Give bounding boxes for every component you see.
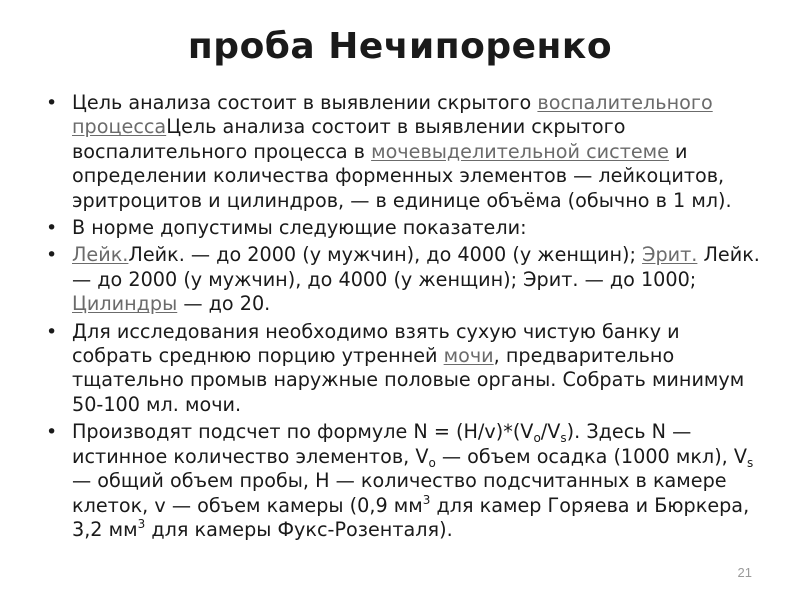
list-item (46, 420, 766, 542)
list-item (46, 320, 766, 418)
subscript: o (533, 431, 541, 446)
item-text: Цель анализа состоит в выявлении скрытого (72, 91, 538, 114)
link-inflammatory-process[interactable]: воспалительного процесса (72, 91, 713, 139)
subscript: s (747, 455, 754, 470)
bullet-icon: • (46, 244, 58, 267)
item-text: ). Здесь N — истинное количество элементов, V (72, 420, 692, 468)
item-text: Лейк. — до 2000 (у мужчин), до 4000 (у женщин); (128, 243, 643, 267)
bullet-icon: • (46, 421, 58, 444)
item-text: Производят подсчет по формуле N = (H/v)*(V (72, 420, 534, 444)
link-cylinders[interactable]: Цилиндры (72, 292, 178, 316)
superscript: 3 (422, 492, 431, 507)
link-leukocytes[interactable]: Лейк. (72, 243, 129, 267)
item-text: — общий объем пробы, H — количество подсчитанных в камере клеток, v — объем камеры (0,9 мм (72, 469, 727, 517)
slide-title: проба Нечипоренко (187, 26, 613, 67)
list-item (46, 243, 766, 316)
bullet-icon: • (46, 92, 58, 114)
item-text: для камер Горяева и Бюркера, 3,2 мм (72, 493, 750, 541)
superscript: 3 (137, 516, 146, 531)
item-text: для камеры Фукс-Розенталя). (145, 517, 453, 541)
list-item (46, 91, 766, 213)
item-text: Цель анализа состоит в выявлении скрытого воспалительного процесса в (72, 115, 626, 163)
bullet-icon: • (46, 320, 58, 343)
item-text: /V (540, 420, 561, 444)
page-number: 21 (737, 565, 752, 580)
item-text: и определении количества форменных элементов — лейкоцитов, эритроцитов и цилиндров, — в единице объёма (обычно в 1 мл). (72, 139, 732, 212)
item-text: Лейк. — до 2000 (у мужчин), до 4000 (у женщин); Эрит. — до 1000; (72, 243, 760, 291)
link-urinary-system[interactable]: мочевыделительной системе (371, 139, 669, 163)
slide-content (46, 91, 766, 545)
item-text: — объем осадка (1000 мкл), V (435, 444, 748, 468)
item-text: В норме допустимы следующие показатели: (72, 216, 527, 240)
link-urine[interactable]: мочи (443, 344, 494, 368)
item-text: Для исследования необходимо взять сухую чистую банку и собрать среднюю порцию утренней (72, 319, 680, 368)
item-text: — до 20. (177, 292, 271, 316)
link-erythrocytes[interactable]: Эрит. (642, 243, 698, 267)
list-item (46, 216, 766, 240)
bullet-icon: • (46, 217, 58, 240)
item-text: , предварительно тщательно промыв наружные половые органы. Собрать минимум 50-100 мл. мочи. (72, 344, 745, 416)
subscript: o (428, 455, 436, 470)
subscript: s (560, 431, 567, 446)
